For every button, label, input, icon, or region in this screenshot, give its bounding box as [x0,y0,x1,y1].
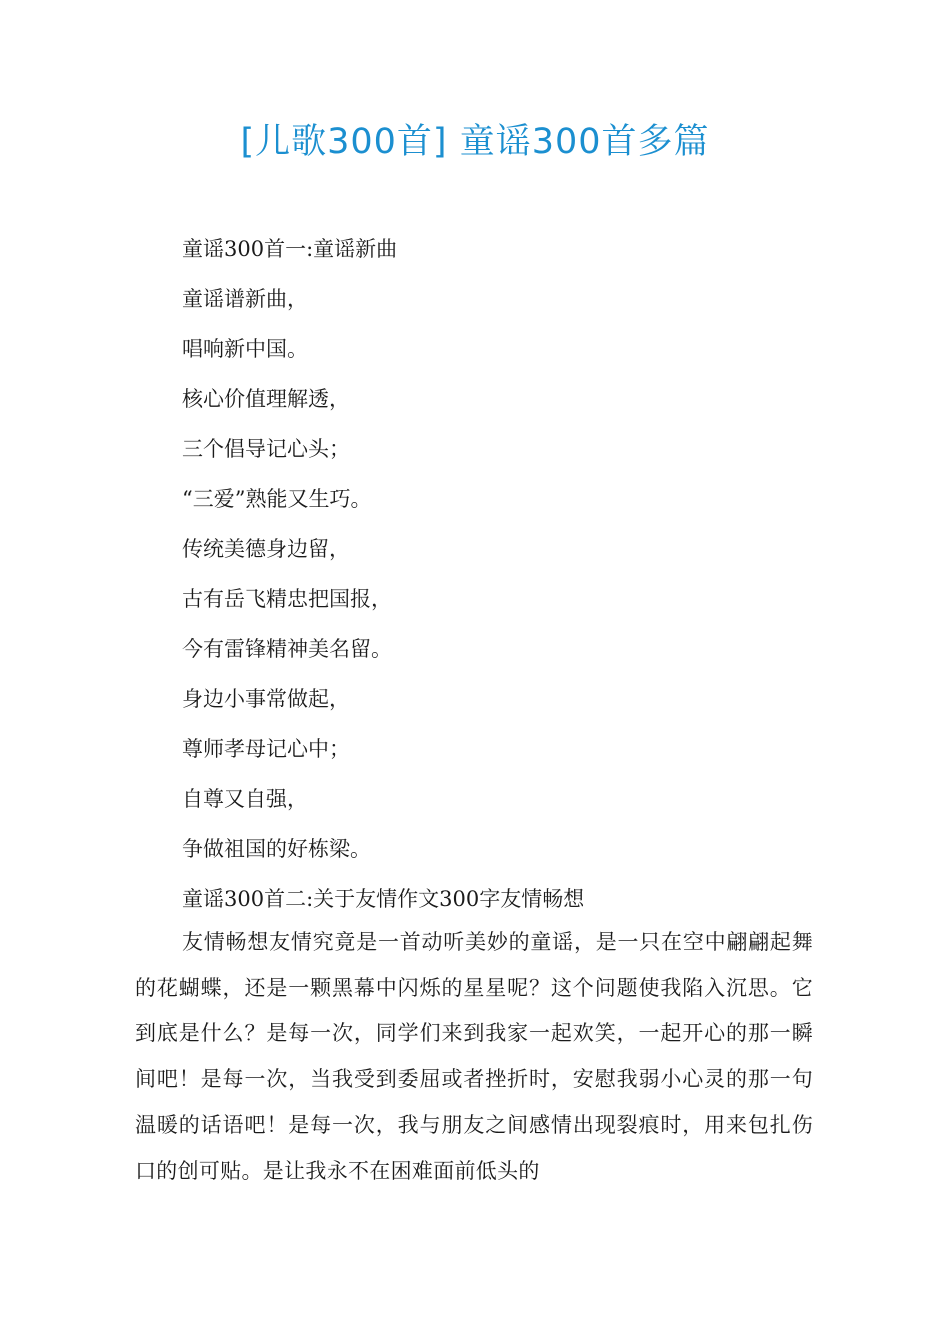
text-line: 身边小事常做起， [182,687,350,711]
text-line: 童谣谱新曲， [182,287,308,311]
text-line: 古有岳飞精忠把国报， [182,587,392,611]
poem-lines [182,228,584,928]
text-line: 尊师孝母记心中； [182,737,350,761]
text-line: 争做祖国的好栋梁。 [182,837,371,861]
text-line: “三爱”熟能又生巧。 [182,487,372,511]
section-heading: 童谣300首二:关于友情作文300字友情畅想 [182,887,585,911]
text-line: 核心价值理解透， [182,387,350,411]
text-line: 传统美德身边留， [182,537,350,561]
text-line: 三个倡导记心头； [182,437,350,461]
document-title: [儿歌300首] 童谣300首多篇 [240,122,710,162]
text-line: 今有雷锋精神美名留。 [182,637,392,661]
text-line: 自尊又自强， [182,787,308,811]
text-line: 童谣300首一:童谣新曲 [182,237,398,261]
text-line: 唱响新中国。 [182,337,308,361]
body-paragraph: 友情畅想友情究竟是一首动听美妙的童谣，是一只在空中翩翩起舞的花蝴蝶，还是一颗黑幕中闪烁的星星呢？这个问题使我陷入沉思。它到底是什么？是每一次，同学们来到我家一起欢笑，一起开心的那一瞬间吧！是每一次，当我受到委屈或者挫折时，安慰我弱小心灵的那一句温暖的话语吧！是每一次，我与朋友之间感情出现裂痕时，用来包扎伤口的创可贴。是让我永不在困难面前低头的 [135,930,813,1183]
